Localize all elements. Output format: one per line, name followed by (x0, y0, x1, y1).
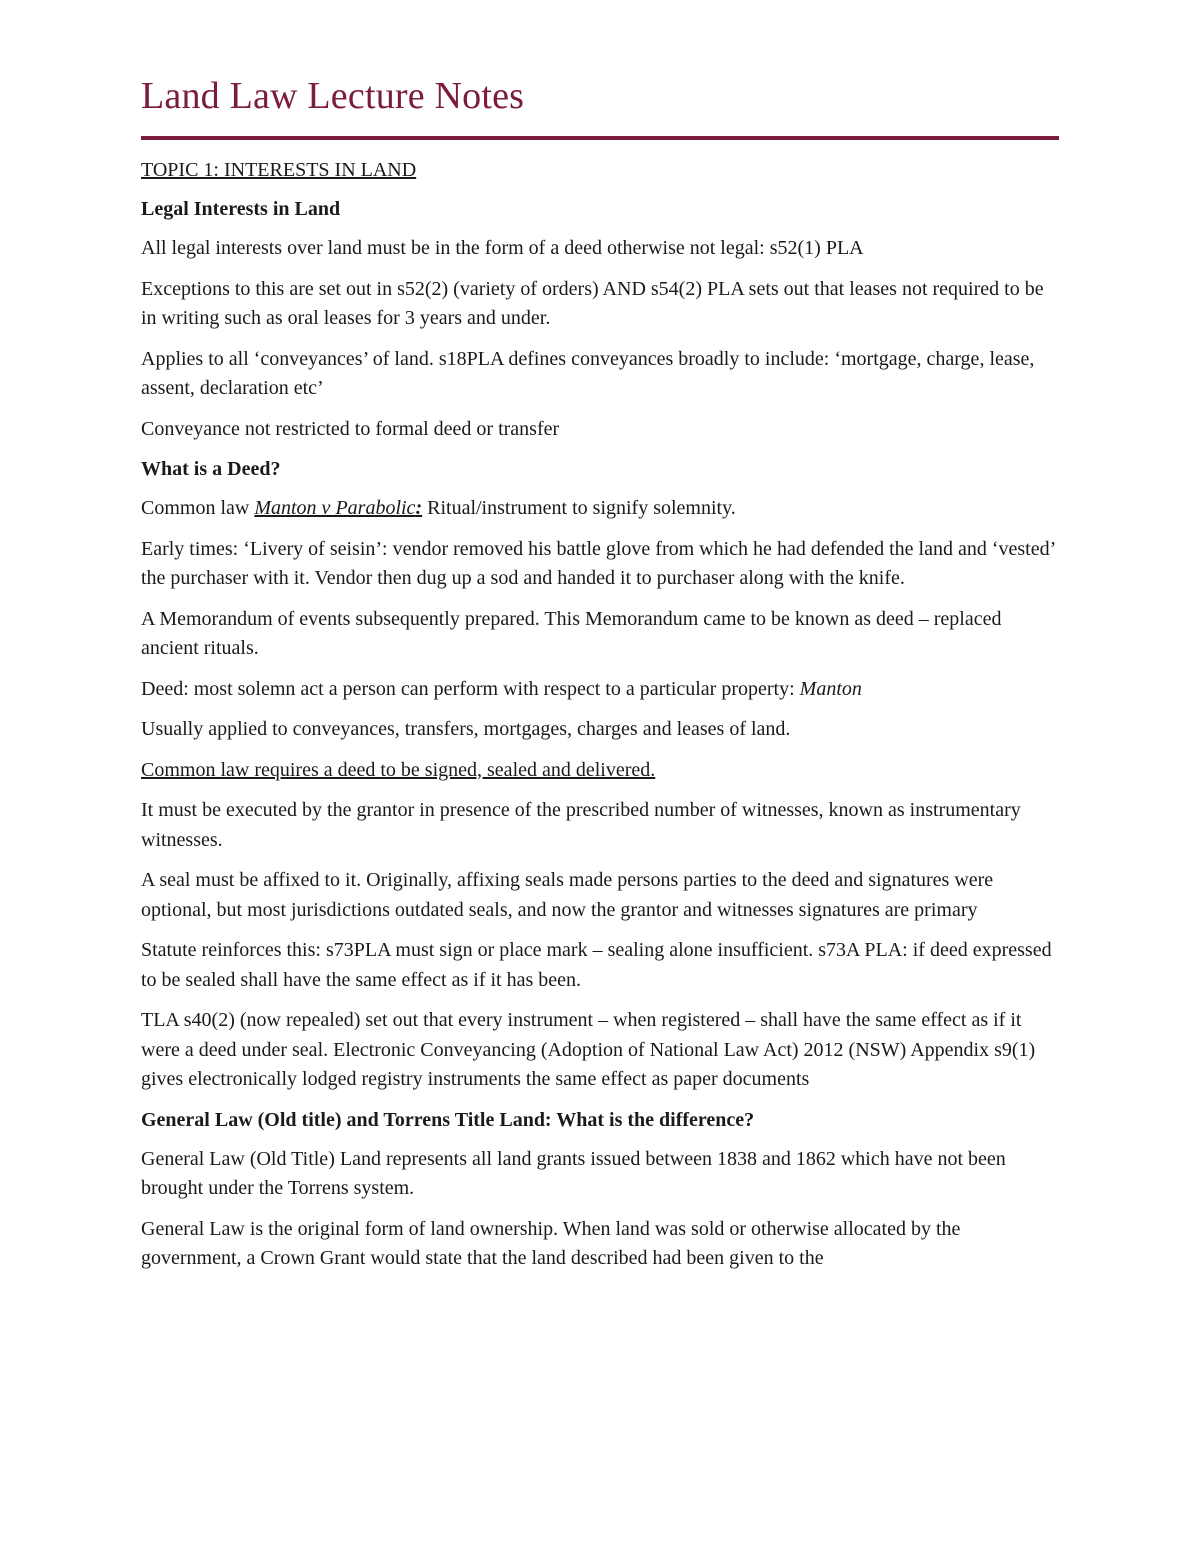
title-divider (141, 136, 1059, 140)
paragraph: General Law (Old Title) Land represents all land grants issued between 1838 and 1862 which have not been brought under the Torrens system. (141, 1147, 1006, 1199)
topic-heading: TOPIC 1: INTERESTS IN LAND (141, 159, 417, 181)
paragraph: Early times: ‘Livery of seisin’: vendor removed his battle glove from which he had defended the land and ‘vested’ the purchaser with it. Vendor then dug up a sod and handed it to purchaser along with the knife. (141, 537, 1055, 589)
case-citation: Manton (799, 677, 862, 700)
document-page (141, 70, 1059, 1285)
document-title: Land Law Lecture Notes (141, 75, 525, 117)
paragraph: Statute reinforces this: s73PLA must sign or place mark – sealing alone insufficient. s73A PLA: if deed expressed to be sealed shall have the same effect as if it has been. (141, 939, 1052, 991)
paragraph: A Memorandum of events subsequently prepared. This Memorandum came to be known as deed – replaced ancient rituals. (141, 607, 1002, 659)
paragraph: Conveyance not restricted to formal deed or transfer (141, 417, 560, 440)
paragraph: It must be executed by the grantor in presence of the prescribed number of witnesses, known as instrumentary witnesses. (141, 799, 1021, 851)
paragraph: A seal must be affixed to it. Originally, affixing seals made persons parties to the deed and signatures were optional, but most jurisdictions outdated seals, and now the grantor and witnesses signatures are primary (141, 869, 994, 921)
paragraph: TLA s40(2) (now repealed) set out that every instrument – when registered – shall have the same effect as if it were a deed under seal. Electronic Conveyancing (Adoption of National Law Act) 2012 (NSW) Appendix s9(1) gives electronically lodged registry instruments the same effect as paper documents (141, 1009, 1036, 1090)
citation-colon: : (415, 497, 423, 519)
paragraph-text: Deed: most solemn act a person can perform with respect to a particular property: (141, 677, 800, 700)
paragraph: All legal interests over land must be in the form of a deed otherwise not legal: s52(1) PLA (141, 237, 864, 259)
section-heading-general-law: General Law (Old title) and Torrens Title Land: What is the difference? (141, 1108, 755, 1131)
paragraph-underlined: Common law requires a deed to be signed, sealed and delivered. (141, 758, 656, 781)
paragraph: General Law is the original form of land ownership. When land was sold or otherwise allocated by the government, a Crown Grant would state that the land described had been given to the (141, 1217, 961, 1269)
paragraph (141, 675, 1059, 705)
case-citation: Manton v Parabolic (254, 497, 416, 519)
paragraph: Exceptions to this are set out in s52(2) (variety of orders) AND s54(2) PLA sets out that leases not required to be in writing such as oral leases for 3 years and under. (141, 277, 1044, 329)
paragraph (141, 494, 1059, 524)
paragraph-text: Ritual/instrument to signify solemnity. (422, 497, 736, 519)
paragraph: Usually applied to conveyances, transfers, mortgages, charges and leases of land. (141, 718, 791, 740)
paragraph: Applies to all ‘conveyances’ of land. s18PLA defines conveyances broadly to include: ‘mortgage, charge, lease, assent, declaration etc’ (141, 347, 1035, 399)
section-heading-deed: What is a Deed? (141, 458, 281, 480)
section-heading-legal-interests: Legal Interests in Land (141, 198, 341, 220)
paragraph-text: Common law (141, 497, 255, 519)
